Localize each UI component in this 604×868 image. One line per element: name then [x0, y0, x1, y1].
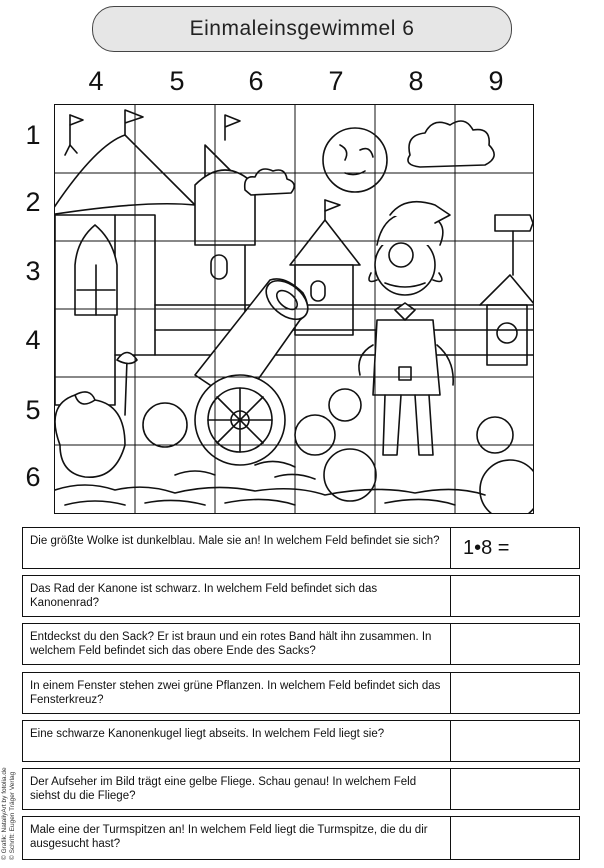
task-question: Eine schwarze Kanonenkugel liegt abseits. In welchem Feld liegt sie?	[23, 721, 451, 761]
task-row	[22, 527, 580, 569]
answer-field[interactable]	[451, 769, 579, 809]
task-row	[22, 575, 580, 617]
task-question: Der Aufseher im Bild trägt eine gelbe Fliege. Schau genau! In welchem Feld siehst du die Fliege?	[23, 769, 451, 809]
answer-field[interactable]	[451, 721, 579, 761]
column-header-7: 7	[328, 66, 344, 96]
line-art-illustration	[55, 105, 534, 514]
task-question: Male eine der Turmspitzen an! In welchem Feld liegt die Turmspitze, die du dir ausgesucht hast?	[23, 817, 451, 859]
task-question: Entdeckst du den Sack? Er ist braun und ein rotes Band hält ihn zusammen. In welchem Feld befindet sich das obere Ende des Sacks?	[23, 624, 451, 664]
column-header-9: 9	[488, 66, 504, 96]
row-header-5: 5	[25, 395, 41, 425]
column-header-8: 8	[408, 66, 424, 96]
answer-field[interactable]	[451, 817, 579, 859]
row-header-1: 1	[25, 120, 41, 150]
row-header-2: 2	[25, 187, 41, 217]
column-header-4: 4	[88, 66, 104, 96]
row-header-4: 4	[25, 325, 41, 355]
task-question: In einem Fenster stehen zwei grüne Pflanzen. In welchem Feld befindet sich das Fensterkreuz?	[23, 673, 451, 713]
row-header-3: 3	[25, 256, 41, 286]
credit-font: © Schrift: Eugen Träger Verlag	[9, 771, 16, 860]
credit-graphic: © Grafik: NataliyArt by fotolia.de	[1, 767, 8, 860]
task-row	[22, 816, 580, 860]
task-row	[22, 623, 580, 665]
row-header-6: 6	[25, 462, 41, 492]
column-header-5: 5	[169, 66, 185, 96]
column-header-6: 6	[248, 66, 264, 96]
answer-field[interactable]	[451, 673, 579, 713]
worksheet-title: Einmaleinsgewimmel 6	[92, 6, 512, 52]
answer-field[interactable]: 1•8 =	[463, 536, 510, 559]
task-question: Das Rad der Kanone ist schwarz. In welchem Feld befindet sich das Kanonenrad?	[23, 576, 451, 616]
task-question: Die größte Wolke ist dunkelblau. Male sie an! In welchem Feld befindet sie sich?	[23, 528, 451, 568]
answer-field[interactable]	[451, 576, 579, 616]
task-row	[22, 768, 580, 810]
task-row	[22, 672, 580, 714]
answer-field[interactable]	[451, 624, 579, 664]
task-row	[22, 720, 580, 762]
coloring-picture-grid	[54, 104, 534, 514]
image-credit	[0, 730, 23, 860]
